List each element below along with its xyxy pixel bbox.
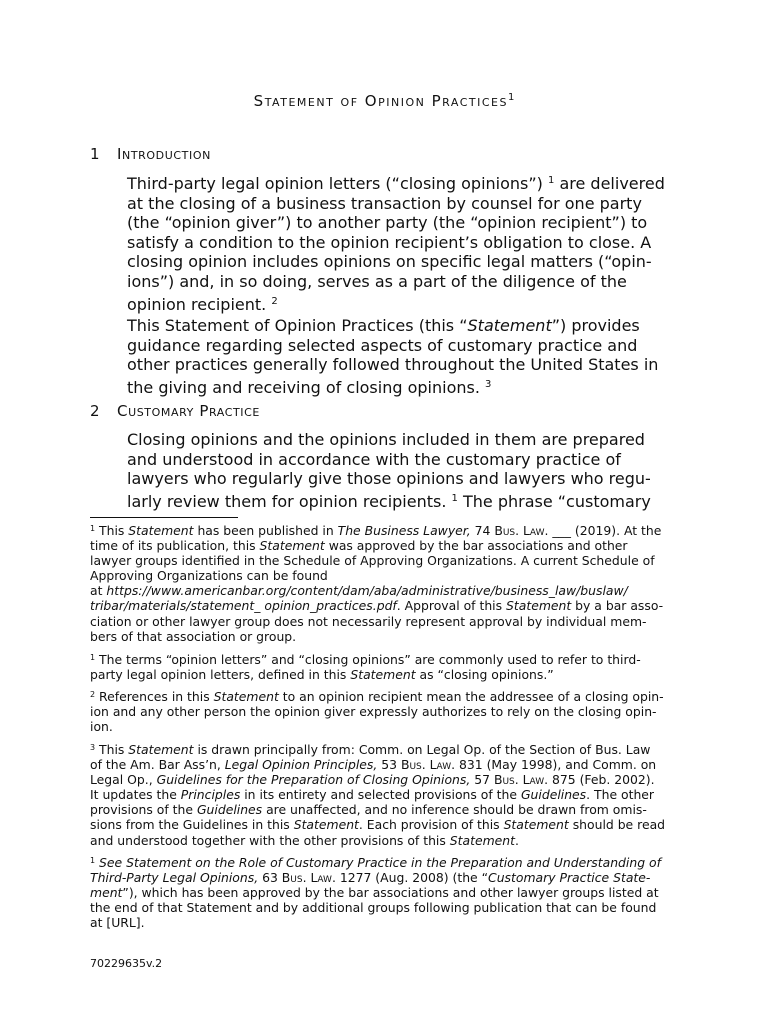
footnote-2: $^1$ The terms “opinion letters” and “closing opinions” are commonly used to refer to third- party legal opinion letters, defined in this Statement as “closing opinions.” [90, 652, 641, 683]
page-title: Statement of Opinion Practices$^1$ [253, 92, 515, 110]
footnote-1: $^1$ This Statement has been published in The Business Lawyer, 74 Bus. Law. ___ (2019). At the time of its publication, this Statement was approved by the bar associations and other lawyer groups identified in the Schedule of Approving Organizations. A current Schedule of Approving Organizations can be found at https://www.americanbar.org/content/dam/aba/administrative/business_law/buslaw/ tribar/materials/statement_ opinion_practices.pdf. Approval of this Statement by a bar asso- ciation or other lawyer group does not necessarily represent approval by individual mem- bers of that association or group. [90, 523, 664, 644]
footnote-ref: 2 [271, 295, 278, 307]
footnote-ref: 1 [548, 175, 555, 186]
customary-practice-paragraph: Closing opinions and the opinions included in them are prepared and understood in accordance with the customary practice of lawyers who regularly give those opinions and lawyers who regu- larly review them for opinion recipients. $^1$ The phrase “customary [127, 430, 651, 511]
footnote-ref: 3 [485, 378, 492, 390]
title-footnote-ref: 1 [507, 92, 515, 103]
footnote-3: $^2$ References in this Statement to an opinion recipient mean the addressee of a closing opin- ion and any other person the opinion giver expressly authorizes to rely on the closing opin- ion. [90, 689, 664, 735]
footnote-4: $^3$ This Statement is drawn principally from: Comm. on Legal Op. of the Section of Bus. Law of the Am. Bar Ass’n, Legal Opinion Principles, 53 Bus. Law. 831 (May 1998), and Comm. on Legal Op., Guidelines for the Preparation of Closing Opinions, 57 Bus. Law. 875 (Feb. 2002). It updates the Principles in its entirety and selected provisions of the Guidelines. The other provisions of the Guidelines are unaffected, and no inference should be drawn from omis- sions from the Guidelines in this Statement. Each provision of this Statement should be read and understood together with the other provisions of this Statement. [90, 742, 666, 848]
source-url-link-cont[interactable]: tribar/materials/statement_ opinion_practices.pdf [90, 598, 397, 614]
section-heading-customary-practice: 2 Customary Practice [90, 402, 260, 420]
footnote-ref: 1 [451, 492, 458, 504]
footnote-5: $^1$ See Statement on the Role of Customary Practice in the Preparation and Understanding of Third-Party Legal Opinions, 63 Bus. Law. 1277 (Aug. 2008) (the “Customary Practice State- ment”), which has been approved by the bar associations and other lawyer groups listed at the end of that Statement and by additional groups following publication that can be found at [URL]. [90, 855, 661, 931]
footnote-divider [90, 517, 238, 518]
intro-paragraph-2: This Statement of Opinion Practices (this “Statement”) provides guidance regarding selected aspects of customary practice and other practices generally followed throughout the United States in the giving and receiving of closing opinions. $^3$ [127, 316, 659, 397]
document-id: 70229635v.2 [90, 957, 163, 970]
section-heading-introduction: 1 Introduction [90, 145, 211, 163]
intro-paragraph-1: Third-party legal opinion letters (“closing opinions”) $^1$ are delivered at the closing of a business transaction by counsel for one party (the “opinion giver”) to another party (the “opinion recipient”) to satisfy a condition to the opinion recipient’s obligation to close. A closing opinion includes opinions on specific legal matters (“opin- ions”) and, in so doing, serves as a part of the diligence of the opinion recipient. $^2$ [127, 174, 665, 314]
source-url-link[interactable]: https://www.americanbar.org/content/dam/aba/administrative/business_law/buslaw/ [106, 583, 628, 599]
